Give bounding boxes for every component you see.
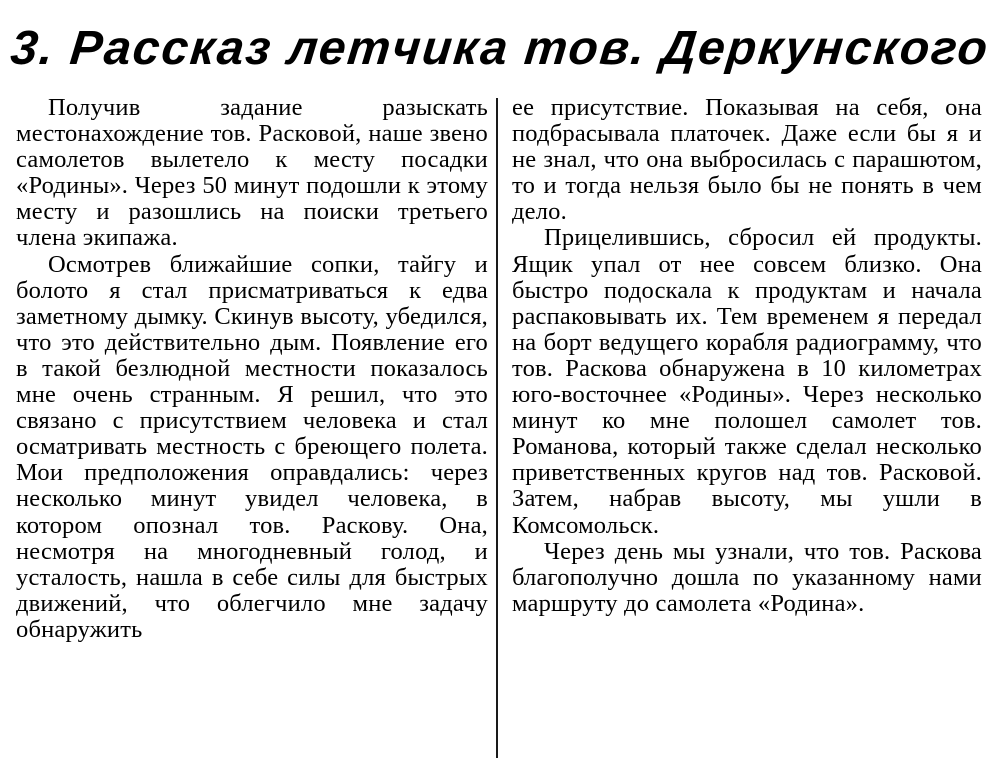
paragraph: Через день мы узнали, что тов. Раскова благополучно дошла по указанному нами маршруту до самолета «Родина». [512,537,982,617]
paragraph: Осмотрев ближайшие сопки, тайгу и болото я стал присматриваться к едва заметному дымку. Скинув высоту, убедился, что это действительно дым. Появление его в такой безлюдной местности показалось мне очень странным. Я решил, что это связано с присутствием человека и стал осматривать местность с бреющего полета. Мои предположения оправдались: через несколько минут увидел человека, в котором опознал тов. Раскову. Она, несмотря на многодневный голод, и усталость, нашла в себе силы для быстрых движений, что облегчило мне задачу обнаружить [16,250,488,643]
article-headline: 3. Рассказ летчика тов. Деркунского [8,22,992,75]
paragraph: Получив задание разыскать местонахождение тов. Расковой, наше звено самолетов вылетело к месту посадки «Родины». Через 50 минут подошли к этому месту и разошлись на поиски третьего члена экипажа. [16,94,488,252]
article-column-left [16,95,488,760]
article-column-right [512,95,982,760]
paragraph: Прицелившись, сбросил ей продукты. Ящик упал от нее совсем близко. Она быстро подоскала к продуктам и начала распаковывать их. Тем временем я передал на борт ведущего корабля радиограмму, что тов. Раскова обнаружена в 10 километрах юго-восточнее «Родины». Через несколько минут ко мне полошел самолет тов. Романова, который также сделал несколько приветственных кругов над тов. Расковой. Затем, набрав высоту, мы ушли в Комсомольск. [512,224,982,539]
column-divider [496,98,498,758]
paragraph-continued: ее присутствие. Показывая на себя, она подбрасывала платочек. Даже если бы я и не знал, что она выбросилась с парашютом, то и тогда нельзя было бы не понять в чем дело. [512,94,982,226]
